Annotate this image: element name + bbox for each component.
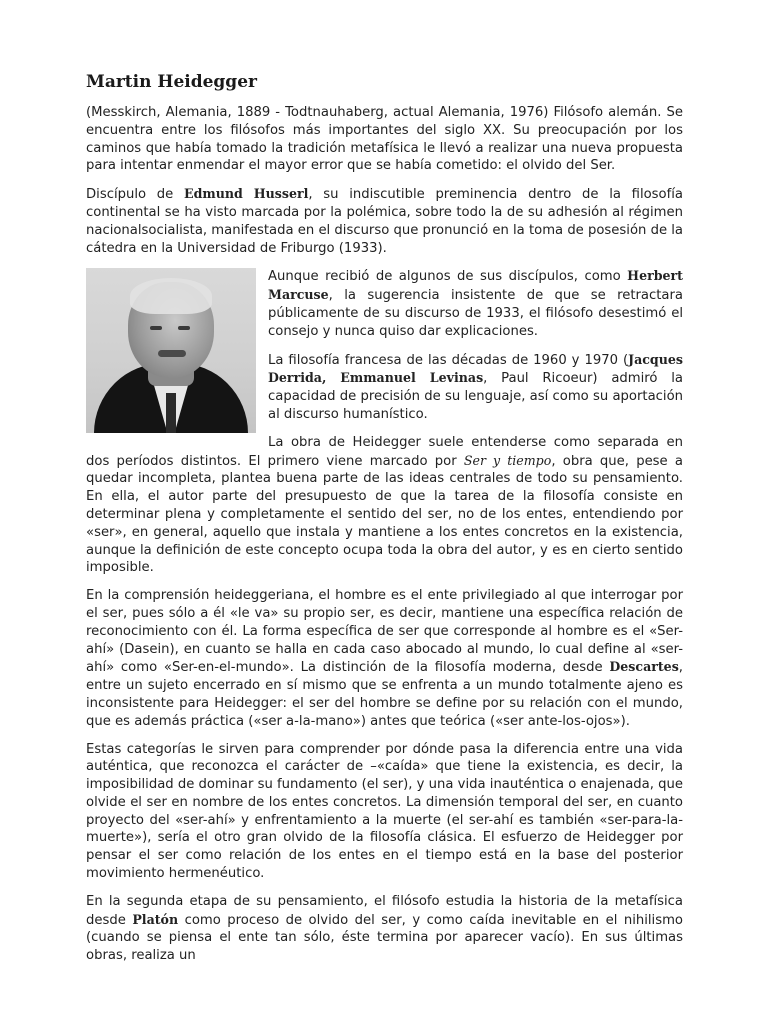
ref-platon: Platón (132, 911, 179, 927)
paragraph-authentic-life: Estas categorías le sirven para comprender por dónde pasa la diferencia entre una vida auténtica, que reconozca el carácter de –«caída» que tiene la existencia, es decir, la imposibilidad de dominar su fundamento (el ser), y una vida inauténtica o enajenada, que olvide el ser en nombre de los entes concretos. La dimensión temporal del ser, en cuanto proyecto del «ser-ahí» y enfrentamiento a la muerte (el ser-ahí es también «ser-para-la-muerte»), sería el otro gran olvido de la filosofía clásica. El esfuerzo de Heidegger por pensar el ser como relación de los entes en el tiempo está en la base del posterior movimiento hermenéutico. (86, 741, 683, 882)
text-run: Aunque recibió de algunos de sus discípulos, como (268, 269, 628, 285)
text-run: Discípulo de (86, 187, 184, 203)
article-body (86, 70, 683, 975)
ref-derrida-levinas: Jacques Derrida, Emmanuel Levinas (268, 351, 683, 386)
paragraph-two-periods (86, 434, 683, 577)
portrait-eye (178, 326, 190, 330)
paragraph-husserl (86, 185, 683, 257)
ref-husserl: Edmund Husserl (183, 186, 309, 202)
portrait-tie (166, 393, 176, 433)
page-title: Martin Heidegger (86, 72, 257, 92)
ref-descartes: Descartes (609, 659, 679, 675)
text-run: , Paul Ricoeur) admiró la capacidad de precisión de su lenguaje, así como su aportación al discurso humanístico. (268, 371, 683, 422)
portrait-eye (150, 326, 162, 330)
ref-ser-y-tiempo: Ser y tiempo (463, 452, 552, 468)
paragraph-second-stage (86, 893, 683, 965)
ref-marcuse: Herbert Marcuse (268, 268, 683, 303)
text-run: , obra que, pese a quedar incompleta, plantea buena parte de las ideas centrales de todo su pensamiento. En ella, el autor parte del presupuesto de que la tarea de la filosofía consiste en determinar plena y completamente el sentido del ser, no de los entes, entendiendo por «ser», en general, aquello que instala y mantiene a los entes concretos en la existencia, aunque la definición de este concepto ocupa toda la obra del autor, y es en cierto sentido imposible. (86, 453, 683, 576)
text-run: , su indiscutible preminencia dentro de la filosofía continental se ha visto marcada por la polémica, sobre todo la de su adhesión al régimen nacionalsocialista, manifestada en el discurso que pronunció en la toma de posesión de la cátedra en la Universidad de Friburgo (1933). (86, 187, 684, 256)
text-run: como proceso de olvido del ser, y como caída inevitable en el nihilismo (cuando se piensa el ente tan sólo, éste termina por aparecer vacío). En sus últimas obras, realiza un (86, 912, 683, 964)
text-run: En la comprensión heideggeriana, el hombre es el ente privilegiado al que interrogar por el ser, pues sólo a él «le va» su propio ser, es decir, mantiene una específica relación de reconocimiento con él. La forma específica de ser que corresponde al hombre es el «Ser-ahí» (Dasein), en cuanto se halla en cada caso abocado al mundo, lo cual define al «ser-ahí» como «Ser-en-el-mundo». La distinción de la filosofía moderna, desde (86, 588, 683, 676)
text-run: La filosofía francesa de las décadas de 1960 y 1970 ( (268, 352, 629, 368)
portrait-hair (130, 278, 212, 314)
paragraph-dasein (86, 587, 683, 730)
portrait-photo (86, 268, 256, 433)
portrait-mustache (158, 350, 186, 357)
paragraph-intro: (Messkirch, Alemania, 1889 - Todtnauhaberg, actual Alemania, 1976) Filósofo alemán. Se encuentra entre los filósofos más importantes del siglo XX. Su preocupación por los caminos que había tomado la tradición metafísica le llevó a realizar una nueva propuesta para intentar enmendar el mayor error que se había cometido: el olvido del Ser. (86, 105, 683, 174)
text-run: , entre un sujeto encerrado en sí mismo que se enfrenta a un mundo totalmente ajeno es inconsistente para Heidegger: el ser del hombre se define por su relación con el mundo, que es además práctica («ser a-la-mano») antes que teórica («ser ante-los-ojos»). (86, 660, 683, 729)
text-run: En la segunda etapa de su pensamiento, el filósofo estudia la historia de la metafísica desde (86, 893, 683, 928)
text-run: , la sugerencia insistente de que se retractara públicamente de su discurso de 1933, el filósofo desestimó el consejo y nunca quiso dar explicaciones. (268, 288, 683, 339)
text-run: La obra de Heidegger suele entenderse como separada en dos períodos distintos. El primero viene marcado por (86, 434, 683, 469)
